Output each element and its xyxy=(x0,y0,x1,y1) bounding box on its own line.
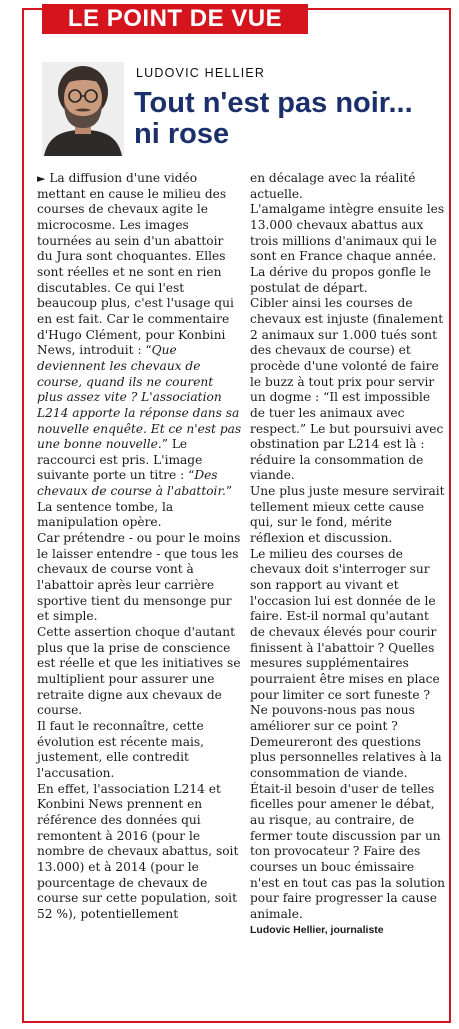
paragraph: Il faut le reconnaître, cette évolution est récente mais, justement, elle contredit l'accusation. xyxy=(37,718,205,780)
paragraph: Car prétendre - ou pour le moins le laisser entendre - que tous les chevaux de course vont à l'abattoir après leur carrière sportive tient du mensonge pur et simple. xyxy=(37,531,241,624)
paragraph: Une plus juste mesure servirait tellement mieux cette cause qui, sur le fond, mérite réflexion et discussion. xyxy=(250,484,445,546)
author-name: LUDOVIC HELLIER xyxy=(136,66,266,80)
paragraph: en décalage avec la réalité actuelle. xyxy=(250,171,416,201)
headline-line-2: ni rose xyxy=(134,118,230,150)
paragraph: Demeureront des questions plus personnelles relatives à la consommation de viande. xyxy=(250,734,442,780)
paragraph: Le milieu des courses de chevaux doit s'interroger sur son rapport au vivant et l'occasion lui est donnée de le faire. Est-il normal qu'autant de chevaux élevés pour courir finissent à l'abattoir ? Quelles mesures supplémentaires pourraient être mises en place pour limiter ce sort funeste ? Ne pouvons-nous pas nous améliorer sur ce point ? xyxy=(250,546,440,733)
author-portrait xyxy=(42,62,124,156)
paragraph: Cette assertion choque d'autant plus que la prise de conscience est réelle et que les initiatives se multiplient pour assurer une retraite digne aux chevaux de course. xyxy=(37,625,241,718)
paragraph-text: ” Le raccourci est pris. L'image suivante porte un titre : “ xyxy=(37,437,203,483)
paragraph xyxy=(37,171,242,500)
author-photo-icon xyxy=(42,62,124,156)
bullet-arrow-icon: ► xyxy=(37,172,46,185)
paragraph: En effet, l'association L214 et Konbini News prennent en référence des données qui remontent à 2016 (pour le nombre de chevaux abattus, soit 13.000) et à 2014 (pour le pourcentage de chevaux de course sur cette population, soit 52 %), potentiellement xyxy=(37,781,239,921)
signature: Ludovic Hellier, journaliste xyxy=(250,923,384,936)
paragraph: La sentence tombe, la manipulation opère. xyxy=(37,499,174,530)
article-column-left xyxy=(37,171,242,923)
quote-text: Des chevaux de course à l'abattoir. xyxy=(37,468,226,499)
article-column-right xyxy=(250,171,446,938)
quote-text: Que deviennent les chevaux de course, quand ils ne courent plus assez vite ? L'association L214 apporte la réponse dans sa nouvelle enquête. Et ce n'est pas une bonne nouvelle. xyxy=(37,343,242,452)
paragraph-text: La diffusion d'une vidéo mettant en cause le milieu des courses de chevaux agite le microcosme. Les images tournées au sein d'un abattoir du Jura sont choquantes. Elles sont réelles et ne sont en rien discutables. Ce qui l'est beaucoup plus, c'est l'usage qui en est fait. Car le commentaire d'Hugo Clément, pour Konbini News, introduit : “ xyxy=(37,171,234,358)
headline-line-1: Tout n'est pas noir... xyxy=(134,87,413,119)
paragraph: Cibler ainsi les courses de chevaux est injuste (finalement 2 animaux sur 1.000 tués sont des chevaux de course) et procède d'une volonté de faire le buzz à tout prix pour servir un dogme : “Il est impossible de tuer les animaux avec respect.” Le but poursuivi avec obstination par L214 est là : réduire la consommation de viande. xyxy=(250,296,444,483)
paragraph-text: ” xyxy=(225,484,233,499)
headline xyxy=(134,88,434,150)
paragraph: L'amalgame intègre ensuite les 13.000 chevaux abattus aux trois millions d'animaux qui le sont en France chaque année. La dérive du propos gonfle le postulat de départ. xyxy=(250,202,445,295)
section-banner: LE POINT DE VUE xyxy=(42,4,308,34)
paragraph: Était-il besoin d'user de telles ficelles pour amener le débat, au risque, au contraire, de fermer toute discussion par un ton provocateur ? Faire des courses un bouc émissaire n'est en tout cas pas la solution pour faire progresser la cause animale. xyxy=(250,781,446,921)
